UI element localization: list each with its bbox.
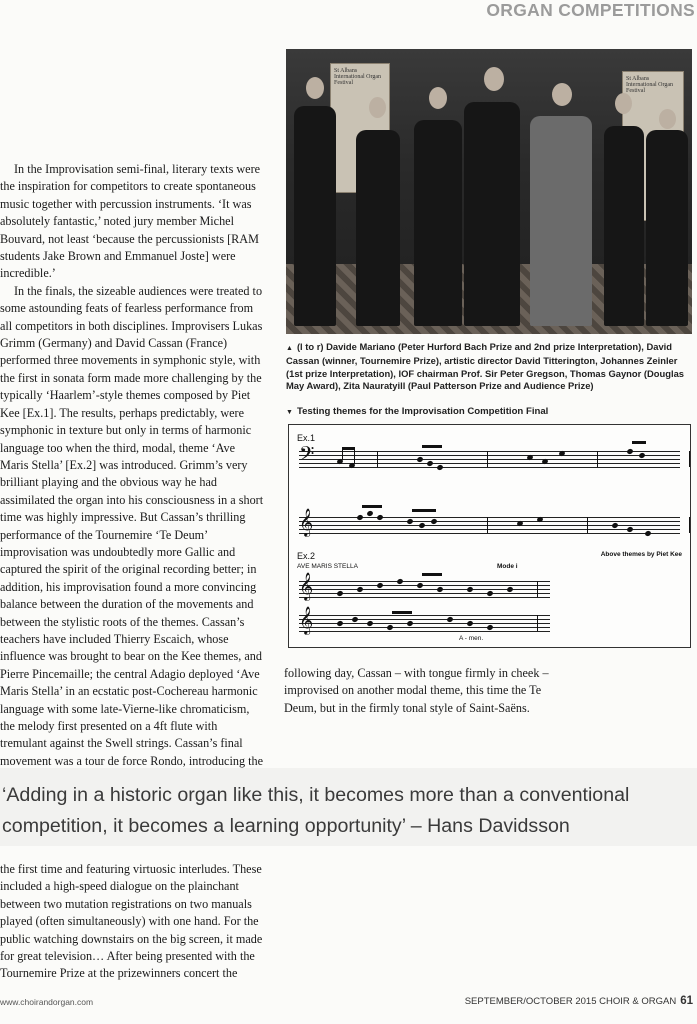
person — [530, 116, 592, 326]
festival-banner-left: St Albans International Organ Festival — [330, 63, 390, 193]
person — [604, 126, 644, 326]
ex2-label: Ex.2 — [297, 551, 316, 561]
head — [484, 67, 504, 91]
photo-caption: ▲ (l to r) Davide Mariano (Peter Hurford Bach Prize and 2nd prize Interpretation), David Cassan (winner, Tournemire Prize), artistic director David Titterington, Johannes Zeinler (1st prize Interpretation), IOF chairman Prof. Sir Peter Gregson, Thomas Gaynor (Douglas May Award), Zita Nauratyill (Paul Patterson Prize and Audience Prize) — [286, 341, 684, 392]
page-number: 61 — [680, 995, 693, 1007]
notes — [327, 609, 550, 637]
staff-ex1-line1 — [299, 444, 680, 470]
theme-credit: Above themes by Piet Kee — [600, 551, 682, 558]
person — [356, 130, 400, 326]
staff-ex1-line2 — [299, 510, 680, 536]
caption-marker-icon: ▲ — [286, 345, 293, 352]
treble-clef-icon: 𝄞 — [299, 608, 314, 634]
head — [615, 93, 632, 114]
footer-website: www.choirandorgan.com — [0, 997, 94, 1007]
notes — [327, 511, 680, 539]
bottom-column-text: the first time and featuring virtuosic interludes. These included a high-speed dialogue on the plainchant between two mutation registrations on two manuals played (often simultaneously) with one hand. For the public watching downstairs on the big screen, it made for great television… After being presented with the Tournemire Prize at the prizewinners concert the — [0, 862, 263, 981]
mode-label: Mode i — [497, 563, 518, 570]
head — [369, 97, 386, 118]
left-column — [0, 161, 266, 788]
music-examples — [288, 424, 691, 648]
head — [659, 109, 676, 129]
prizewinners-photo — [286, 49, 692, 334]
head — [306, 77, 324, 99]
paragraph: In the finals, the sizeable audiences were treated to some astounding feats of fearless performance from all competitors in both disciplines. Improvisers Lukas Grimm (Germany) and David Cassan (France) performed three movements in symphonic style, with the first in sonata form made more challenging by the typically ‘Haarlem’-style themes composed by Piet Kee [Ex.1]. The results, perhaps predictably, were symphonic in texture but only in terms of harmonic language too when the third, modal, theme ‘Ave Maris Stella’ [Ex.2] was introduced. Grimm’s very brilliant playing and the obvious way he had assimilated the organ into his consciousness in a short time was highly impressive. But Cassan’s thrilling performance of the Tournemire ‘Te Deum’ improvisation was undoubtedly more Gallic and captured the spirit of the original recording better; in addition, his improvisation found a more convincing balance between the duration of the movements and between the stylistic roots of the themes. Cassan’s teachers have included Thierry Escaich, whose influence was brought to bear on the Kee themes, and Pierre Pincemaille; the central Adagio deployed ‘Ave Maris Stella’ in an ecstatic post-Cochereau harmonic language with some late-Vierne-like chromaticism, the melody first presented on a 4ft flute with tremulant against the Swell strings. Cassan’s final movement was a tour de force Rondo, introducing the — [0, 283, 264, 768]
footer-issue: SEPTEMBER/OCTOBER 2015 CHOIR & ORGAN 61 — [464, 995, 693, 1007]
staff-ex2-line1 — [299, 574, 550, 600]
amen-text: A - men. — [459, 635, 484, 642]
head — [552, 83, 572, 106]
festival-banner-right: St Albans International Organ Festival — [622, 71, 684, 221]
ex2-title: AVE MARIS STELLA — [297, 563, 358, 570]
staff-ex2-line2 — [299, 608, 550, 634]
section-header: ORGAN COMPETITIONS — [486, 0, 695, 20]
paragraph: In the Improvisation semi-final, literary texts were the inspiration for competitors to create spontaneous music together with percussion instruments. ‘It was absolutely fantastic,’ noted jury member Michel Bouvard, not least ‘because the percussionists [RAM students Jake Brown and Emmanuel Joste] were incredible.’ — [0, 162, 261, 281]
treble-clef-icon: 𝄞 — [299, 574, 314, 600]
pull-quote — [0, 768, 697, 846]
ex1-label: Ex.1 — [297, 433, 316, 443]
person — [294, 106, 336, 326]
head — [429, 87, 447, 109]
notes — [327, 575, 550, 603]
caption-marker-icon: ▼ — [286, 409, 293, 416]
bass-clef-icon: 𝄢 — [299, 444, 315, 470]
person — [414, 120, 462, 326]
right-column-text: following day, Cassan – with tongue firmly in cheek – improvised on another modal theme, this time the Te Deum, but in the firmly tonal style of Saint-Saëns. — [284, 666, 549, 715]
person — [646, 130, 688, 326]
notes — [327, 445, 680, 473]
pull-quote-text: ‘Adding in a historic organ like this, it becomes more than a conventional competition, it becomes a learning opportunity’ – Hans Davidsson — [2, 784, 630, 837]
music-caption: ▼ Testing themes for the Improvisation Competition Final — [286, 406, 549, 417]
treble-clef-icon: 𝄞 — [299, 510, 314, 536]
person — [464, 102, 520, 326]
